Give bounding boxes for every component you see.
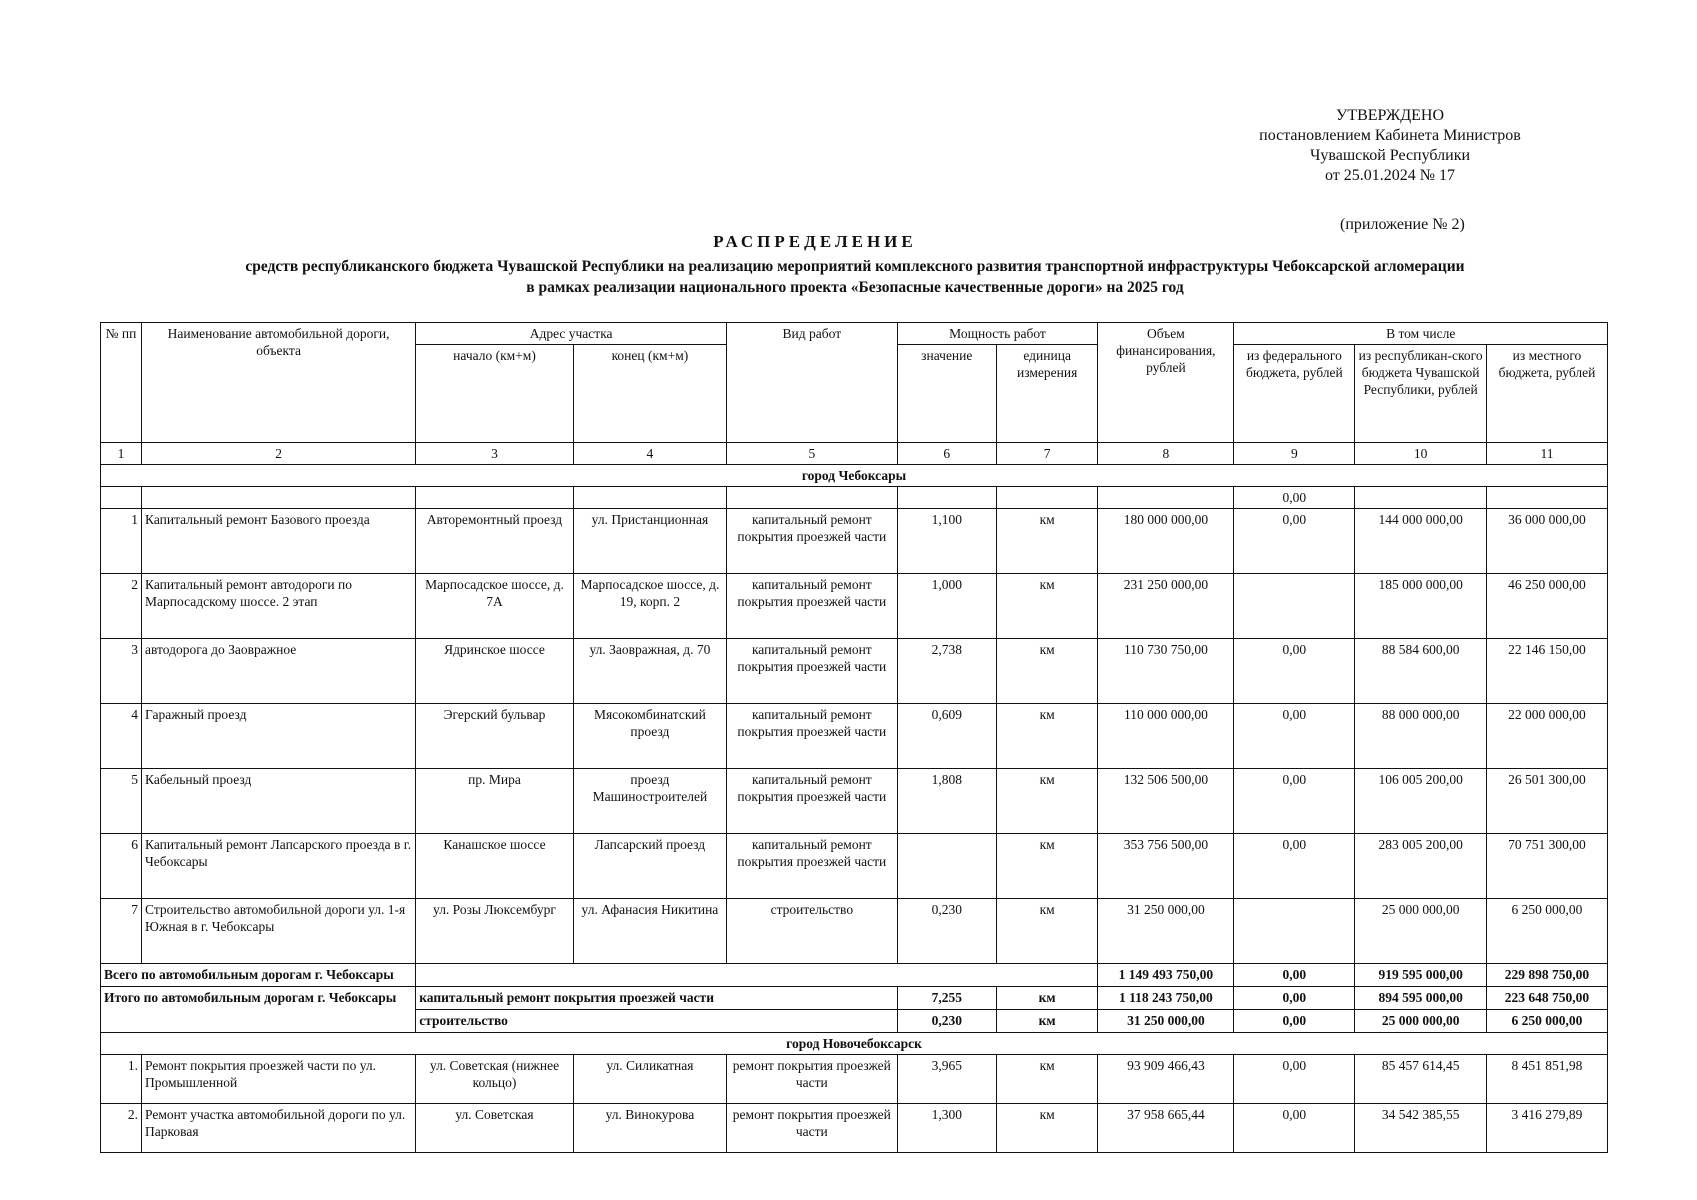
column-number: 6: [897, 443, 996, 465]
total-funding-cell: 1 149 493 750,00: [1098, 964, 1234, 987]
funding-cell: 93 909 466,43: [1098, 1055, 1234, 1104]
start-address-cell: Эгерский бульвар: [416, 704, 574, 769]
itogo-local-cell: 223 648 750,00: [1486, 987, 1607, 1010]
local-cell: 8 451 851,98: [1486, 1055, 1607, 1104]
local-cell: 6 250 000,00: [1486, 899, 1607, 964]
total-local-cell: 229 898 750,00: [1486, 964, 1607, 987]
unit-cell: км: [996, 899, 1097, 964]
itogo-funding-cell: 31 250 000,00: [1098, 1010, 1234, 1033]
funding-cell: 231 250 000,00: [1098, 574, 1234, 639]
republic-cell: 88 000 000,00: [1355, 704, 1487, 769]
funding-cell: 353 756 500,00: [1098, 834, 1234, 899]
column-number: 10: [1355, 443, 1487, 465]
start-address-cell: Ядринское шоссе: [416, 639, 574, 704]
road-name-cell: Капитальный ремонт Лапсарского проезда в г. Чебоксары: [142, 834, 416, 899]
approval-line-2: постановлением Кабинета Министров: [1259, 127, 1521, 144]
republic-cell: 106 005 200,00: [1355, 769, 1487, 834]
header-name: Наименование автомобильной дороги, объекта: [142, 323, 416, 443]
spacer-row: [101, 487, 1608, 509]
row-number: 1: [101, 509, 142, 574]
road-name-cell: Кабельный проезд: [142, 769, 416, 834]
end-address-cell: Лапсарский проезд: [573, 834, 726, 899]
header-republic: из республикан-ского бюджета Чувашской Республики, рублей: [1355, 345, 1487, 443]
header-capacity: Мощность работ: [897, 323, 1098, 345]
header-work: Вид работ: [727, 323, 898, 443]
column-number: 11: [1486, 443, 1607, 465]
unit-cell: км: [996, 704, 1097, 769]
unit-cell: км: [996, 1104, 1097, 1153]
header-value: значение: [897, 345, 996, 443]
row-number: 3: [101, 639, 142, 704]
table-row: [101, 899, 1608, 964]
header-start: начало (км+м): [416, 345, 574, 443]
itogo-work-cell: капитальный ремонт покрытия проезжей части: [416, 987, 897, 1010]
capacity-value-cell: 3,965: [897, 1055, 996, 1104]
row-number: 1.: [101, 1055, 142, 1104]
road-name-cell: Строительство автомобильной дороги ул. 1-я Южная в г. Чебоксары: [142, 899, 416, 964]
table-row: [101, 1055, 1608, 1104]
table-row: [101, 1104, 1608, 1153]
federal-cell: 0,00: [1234, 639, 1355, 704]
column-number: 5: [727, 443, 898, 465]
approval-block: [1180, 106, 1600, 186]
itogo-federal-cell: 0,00: [1234, 1010, 1355, 1033]
capacity-value-cell: 1,100: [897, 509, 996, 574]
republic-cell: 34 542 385,55: [1355, 1104, 1487, 1153]
road-name-cell: автодорога до Заовражное: [142, 639, 416, 704]
approval-line-1: УТВЕРЖДЕНО: [1335, 107, 1444, 124]
row-number: 4: [101, 704, 142, 769]
end-address-cell: Мясокомбинатский проезд: [573, 704, 726, 769]
itogo-funding-cell: 1 118 243 750,00: [1098, 987, 1234, 1010]
total-label: Всего по автомобильным дорогам г. Чебоксары: [101, 964, 416, 987]
work-type-cell: капитальный ремонт покрытия проезжей части: [727, 769, 898, 834]
work-type-cell: ремонт покрытия проезжей части: [727, 1055, 898, 1104]
work-type-cell: капитальный ремонт покрытия проезжей части: [727, 639, 898, 704]
itogo-local-cell: 6 250 000,00: [1486, 1010, 1607, 1033]
header-funding: Объем финансирования, рублей: [1098, 323, 1234, 443]
start-address-cell: Авторемонтный проезд: [416, 509, 574, 574]
itogo-unit-cell: км: [996, 1010, 1097, 1033]
end-address-cell: ул. Афанасия Никитина: [573, 899, 726, 964]
republic-cell: 25 000 000,00: [1355, 899, 1487, 964]
work-type-cell: капитальный ремонт покрытия проезжей части: [727, 704, 898, 769]
itogo-value-cell: 0,230: [897, 1010, 996, 1033]
unit-cell: км: [996, 1055, 1097, 1104]
road-name-cell: Гаражный проезд: [142, 704, 416, 769]
work-type-cell: строительство: [727, 899, 898, 964]
header-address: Адрес участка: [416, 323, 727, 345]
section-title: город Новочебоксарск: [101, 1033, 1608, 1055]
end-address-cell: проезд Машиностроителей: [573, 769, 726, 834]
row-number: 6: [101, 834, 142, 899]
road-name-cell: Ремонт участка автомобильной дороги по ул. Парковая: [142, 1104, 416, 1153]
end-address-cell: ул. Заовражная, д. 70: [573, 639, 726, 704]
total-republic-cell: 919 595 000,00: [1355, 964, 1487, 987]
work-type-cell: ремонт покрытия проезжей части: [727, 1104, 898, 1153]
column-number: 8: [1098, 443, 1234, 465]
header-including: В том числе: [1234, 323, 1608, 345]
approval-line-3: Чувашской Республики: [1309, 147, 1471, 164]
table-row: [101, 769, 1608, 834]
road-name-cell: Капитальный ремонт автодороги по Марпосадскому шоссе. 2 этап: [142, 574, 416, 639]
capacity-value-cell: 1,808: [897, 769, 996, 834]
federal-cell: 0,00: [1234, 769, 1355, 834]
header-no: № пп: [101, 323, 142, 443]
column-number: 7: [996, 443, 1097, 465]
itogo-work-cell: строительство: [416, 1010, 897, 1033]
column-number: 4: [573, 443, 726, 465]
capacity-value-cell: 1,000: [897, 574, 996, 639]
itogo-republic-cell: 894 595 000,00: [1355, 987, 1487, 1010]
federal-cell: 0,00: [1234, 1104, 1355, 1153]
total-row: [101, 964, 1608, 987]
funding-cell: 110 000 000,00: [1098, 704, 1234, 769]
column-number: 9: [1234, 443, 1355, 465]
itogo-value-cell: 7,255: [897, 987, 996, 1010]
table-row: [101, 704, 1608, 769]
column-number: 2: [142, 443, 416, 465]
row-number: 5: [101, 769, 142, 834]
subtitle-line-1: средств республиканского бюджета Чувашской Республики на реализацию мероприятий комплексного развития транспортной инфраструктуры Чебоксарской агломерации: [245, 258, 1465, 275]
end-address-cell: ул. Пристанционная: [573, 509, 726, 574]
republic-cell: 85 457 614,45: [1355, 1055, 1487, 1104]
approval-line-4: от 25.01.2024 № 17: [1324, 167, 1456, 184]
itogo-label: Итого по автомобильным дорогам г. Чебоксары: [101, 987, 416, 1033]
work-type-cell: капитальный ремонт покрытия проезжей части: [727, 509, 898, 574]
federal-cell: 0,00: [1234, 509, 1355, 574]
subtitle-line-2: в рамках реализации национального проекта «Безопасные качественные дороги» на 2025 год: [526, 279, 1184, 296]
federal-cell: 0,00: [1234, 1055, 1355, 1104]
start-address-cell: ул. Советская (нижнее кольцо): [416, 1055, 574, 1104]
capacity-value-cell: 0,230: [897, 899, 996, 964]
capacity-value-cell: [897, 834, 996, 899]
column-number: 3: [416, 443, 574, 465]
section-title: город Чебоксары: [101, 465, 1608, 487]
work-type-cell: капитальный ремонт покрытия проезжей части: [727, 574, 898, 639]
total-federal-cell: 0,00: [1234, 964, 1355, 987]
funding-cell: 132 506 500,00: [1098, 769, 1234, 834]
funding-cell: 110 730 750,00: [1098, 639, 1234, 704]
column-number: 1: [101, 443, 142, 465]
local-cell: 36 000 000,00: [1486, 509, 1607, 574]
republic-cell: 185 000 000,00: [1355, 574, 1487, 639]
table-row: [101, 509, 1608, 574]
local-cell: 70 751 300,00: [1486, 834, 1607, 899]
table-row: [101, 574, 1608, 639]
itogo-row: [101, 987, 1608, 1010]
federal-cell: 0,00: [1234, 834, 1355, 899]
unit-cell: км: [996, 639, 1097, 704]
end-address-cell: Марпосадское шоссе, д. 19, корп. 2: [573, 574, 726, 639]
federal-cell: [1234, 574, 1355, 639]
capacity-value-cell: 1,300: [897, 1104, 996, 1153]
header-unit: единица измерения: [996, 345, 1097, 443]
end-address-cell: ул. Винокурова: [573, 1104, 726, 1153]
annex-label: (приложение № 2): [1340, 216, 1465, 233]
local-cell: 26 501 300,00: [1486, 769, 1607, 834]
local-cell: 22 000 000,00: [1486, 704, 1607, 769]
distribution-table: [100, 322, 1608, 1153]
republic-cell: 88 584 600,00: [1355, 639, 1487, 704]
local-cell: 22 146 150,00: [1486, 639, 1607, 704]
start-address-cell: ул. Розы Люксембург: [416, 899, 574, 964]
federal-cell: 0,00: [1234, 704, 1355, 769]
road-name-cell: Ремонт покрытия проезжей части по ул. Промышленной: [142, 1055, 416, 1104]
local-cell: 46 250 000,00: [1486, 574, 1607, 639]
table-row: [101, 834, 1608, 899]
start-address-cell: Марпосадское шоссе, д. 7А: [416, 574, 574, 639]
itogo-republic-cell: 25 000 000,00: [1355, 1010, 1487, 1033]
funding-cell: 180 000 000,00: [1098, 509, 1234, 574]
table-row: [101, 639, 1608, 704]
start-address-cell: Канашское шоссе: [416, 834, 574, 899]
header-local: из местного бюджета, рублей: [1486, 345, 1607, 443]
document-subtitle: [120, 256, 1590, 298]
unit-cell: км: [996, 574, 1097, 639]
start-address-cell: ул. Советская: [416, 1104, 574, 1153]
itogo-federal-cell: 0,00: [1234, 987, 1355, 1010]
capacity-value-cell: 2,738: [897, 639, 996, 704]
itogo-unit-cell: км: [996, 987, 1097, 1010]
capacity-value-cell: 0,609: [897, 704, 996, 769]
funding-cell: 31 250 000,00: [1098, 899, 1234, 964]
federal-cell: [1234, 899, 1355, 964]
funding-cell: 37 958 665,44: [1098, 1104, 1234, 1153]
end-address-cell: ул. Силикатная: [573, 1055, 726, 1104]
federal-cell: 0,00: [1234, 487, 1355, 509]
document-title: РАСПРЕДЕЛЕНИЕ: [713, 232, 917, 251]
row-number: 2: [101, 574, 142, 639]
work-type-cell: капитальный ремонт покрытия проезжей части: [727, 834, 898, 899]
header-federal: из федерального бюджета, рублей: [1234, 345, 1355, 443]
local-cell: 3 416 279,89: [1486, 1104, 1607, 1153]
unit-cell: км: [996, 834, 1097, 899]
row-number: 7: [101, 899, 142, 964]
section-header-row: [101, 1033, 1608, 1055]
section-header-row: [101, 465, 1608, 487]
row-number: 2.: [101, 1104, 142, 1153]
unit-cell: км: [996, 509, 1097, 574]
header-row-1: [101, 323, 1608, 345]
header-end: конец (км+м): [573, 345, 726, 443]
republic-cell: 144 000 000,00: [1355, 509, 1487, 574]
road-name-cell: Капитальный ремонт Базового проезда: [142, 509, 416, 574]
start-address-cell: пр. Мира: [416, 769, 574, 834]
republic-cell: 283 005 200,00: [1355, 834, 1487, 899]
unit-cell: км: [996, 769, 1097, 834]
column-numbers-row: [101, 443, 1608, 465]
